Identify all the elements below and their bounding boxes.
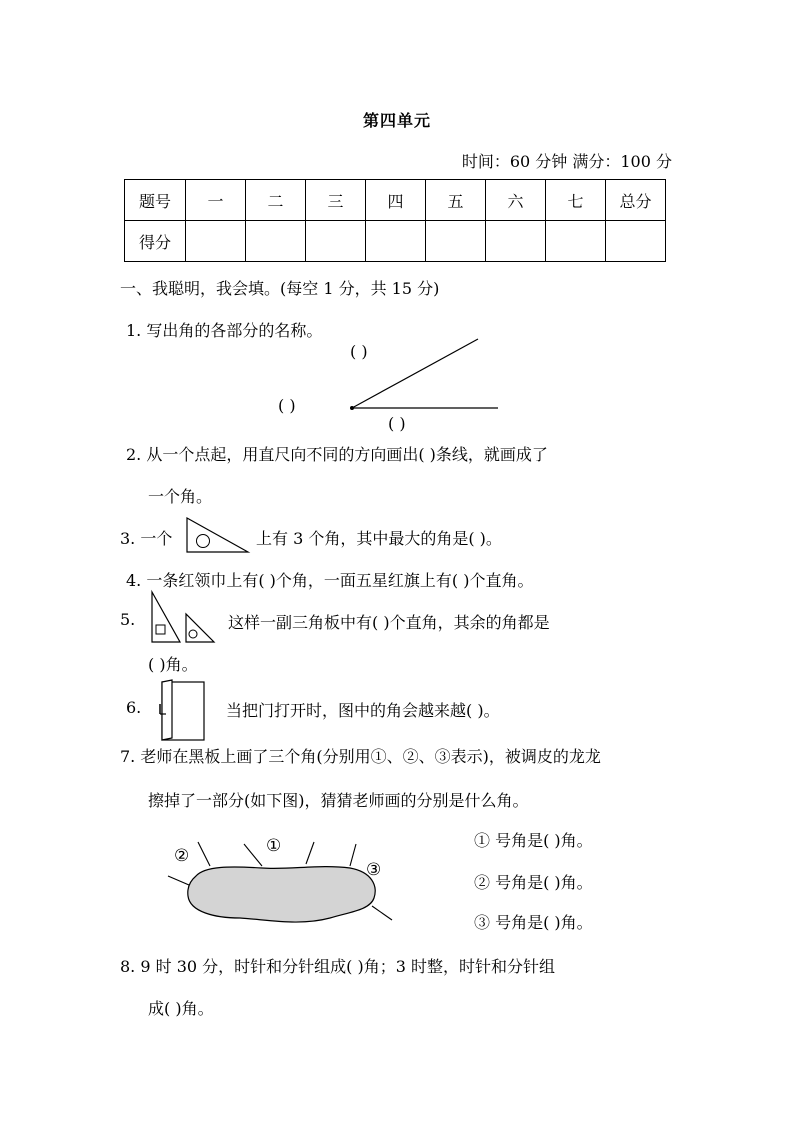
answer-line-2: ② 号角是( )角。 <box>474 873 593 892</box>
question-7-line1: 7. 老师在黑板上画了三个角(分别用①、②、③表示)，被调皮的龙龙 <box>120 747 601 766</box>
question-8-line1: 8. 9 时 30 分，时针和分针组成( )角；3 时整，时针和分针组 <box>120 957 555 976</box>
answer-line-3: ③ 号角是( )角。 <box>474 913 593 932</box>
question-5-num: 5. <box>120 610 136 629</box>
question-5-line2: ( )角。 <box>148 655 198 674</box>
table-cell: 得分 <box>125 221 186 262</box>
table-cell: 一 <box>186 180 246 221</box>
table-cell: 五 <box>426 180 486 221</box>
exam-time-info: 时间：60 分钟 满分：100 分 <box>461 152 672 171</box>
answer-line-1: ① 号角是( )角。 <box>474 831 593 850</box>
question-7-line2: 擦掉了一部分(如下图)，猜猜老师画的分别是什么角。 <box>148 791 529 810</box>
question-4: 4. 一条红领巾上有( )个角，一面五星红旗上有( )个直角。 <box>126 571 534 590</box>
section-heading: 一、我聪明，我会填。(每空 1 分，共 15 分) <box>120 279 440 298</box>
angle-label-3: ③ <box>366 860 382 880</box>
question-6-num: 6. <box>126 698 142 717</box>
question-2-line1: 2. 从一个点起，用直尺向不同的方向画出( )条线，就画成了 <box>126 445 548 464</box>
question-3-suffix: 上有 3 个角，其中最大的角是( )。 <box>256 529 502 548</box>
table-cell: 三 <box>306 180 366 221</box>
table-cell: 二 <box>246 180 306 221</box>
table-cell: 六 <box>486 180 546 221</box>
table-cell: 总分 <box>606 180 666 221</box>
question-3-prefix: 3. 一个 <box>120 529 173 548</box>
table-cell: 七 <box>546 180 606 221</box>
angle-label-1: ① <box>266 836 282 856</box>
blank-angle-side-top[interactable]: ( ) <box>350 342 368 361</box>
angle-label-2: ② <box>174 846 190 866</box>
question-8-line2: 成( )角。 <box>148 999 214 1018</box>
question-5-line1: 这样一副三角板中有( )个直角，其余的角都是 <box>228 613 550 632</box>
blank-angle-side-bottom[interactable]: ( ) <box>388 414 406 433</box>
question-6-text: 当把门打开时，图中的角会越来越( )。 <box>226 701 500 720</box>
table-cell: 题号 <box>125 180 186 221</box>
blank-angle-vertex[interactable]: ( ) <box>278 396 296 415</box>
question-1: 1. 写出角的各部分的名称。 <box>126 321 323 340</box>
question-2-line2: 一个角。 <box>148 487 213 506</box>
page-title: 第四单元 <box>362 111 431 130</box>
table-cell: 四 <box>366 180 426 221</box>
